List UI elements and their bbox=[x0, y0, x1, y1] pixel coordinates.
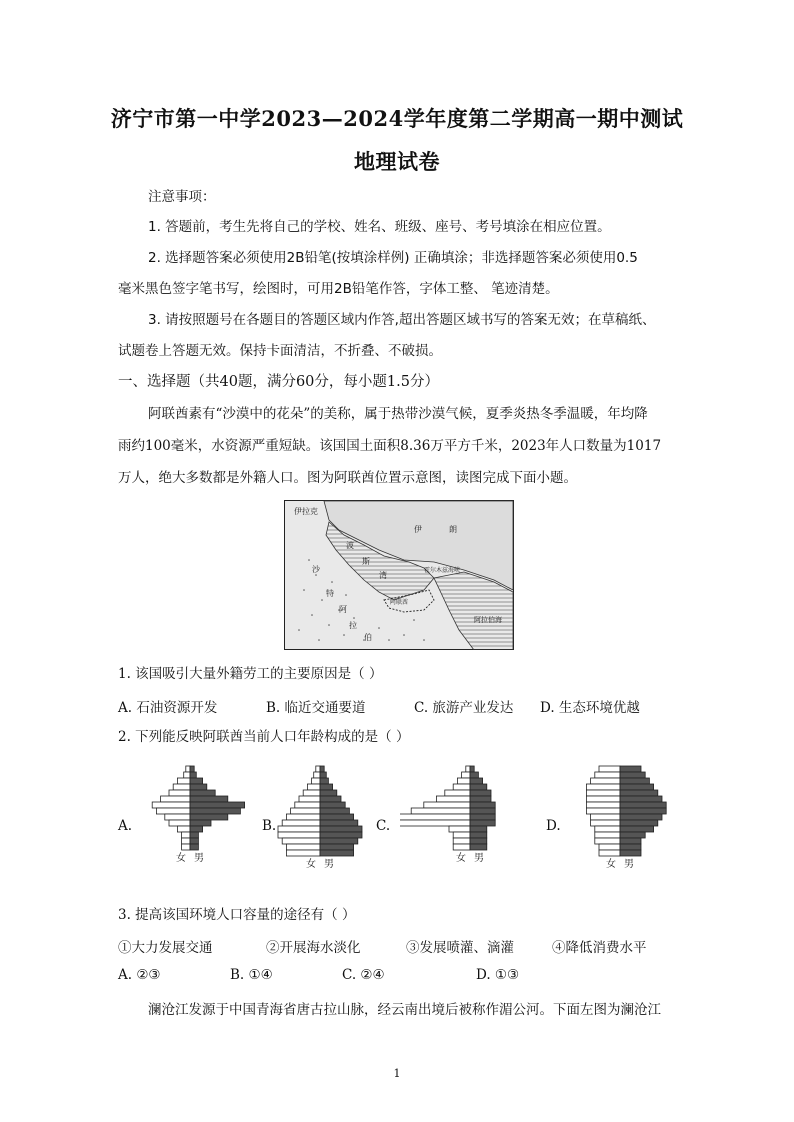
exam-title: 济宁市第一中学2023—2024学年度第二学期高一期中测试 bbox=[110, 106, 684, 131]
male-bar bbox=[190, 790, 215, 796]
female-bar bbox=[286, 844, 320, 850]
female-bar bbox=[445, 790, 470, 796]
male-bar bbox=[320, 808, 349, 814]
q1-stem: 1. 该国吸引大量外籍劳工的主要原因是（ ） bbox=[118, 666, 383, 682]
female-bar bbox=[586, 790, 620, 796]
female-bar bbox=[182, 838, 190, 844]
q3-option-b[interactable]: B. ①④ bbox=[230, 967, 273, 983]
female-bar bbox=[182, 844, 190, 850]
male-bar bbox=[190, 826, 203, 832]
male-bar bbox=[320, 832, 362, 838]
male-bar bbox=[620, 838, 641, 844]
notice-item-1: 1. 答题前，考生先将自己的学校、姓名、班级、座号、考号填涂在相应位置。 bbox=[148, 219, 611, 235]
female-bar bbox=[591, 814, 620, 820]
female-bar bbox=[307, 784, 320, 790]
male-bar bbox=[190, 772, 196, 778]
q3-option-d[interactable]: D. ①③ bbox=[476, 967, 520, 983]
male-bar bbox=[320, 766, 324, 772]
male-bar bbox=[190, 832, 198, 838]
female-bar bbox=[286, 850, 320, 856]
male-bar bbox=[620, 772, 645, 778]
female-bar bbox=[156, 808, 190, 814]
notice-item-2-line-1: 2. 选择题答案必须使用2B铅笔(按填涂样例) 正确填涂；非选择题答案必须使用0.5 bbox=[148, 250, 638, 266]
male-bar bbox=[620, 832, 645, 838]
label-iran-1: 伊 bbox=[414, 525, 422, 534]
male-bar bbox=[470, 802, 495, 808]
male-bar bbox=[470, 826, 487, 832]
passage-2-line-1: 澜沧江发源于中国青海省唐古拉山脉，经云南出境后被称作湄公河。下面左图为澜沧江 bbox=[148, 1002, 661, 1018]
notice-item-3-line-2: 试题卷上答题无效。保持卡面清洁，不折叠、不破损。 bbox=[118, 343, 442, 359]
female-bar bbox=[457, 778, 470, 784]
male-bar bbox=[620, 802, 666, 808]
male-bar bbox=[620, 796, 662, 802]
female-bar bbox=[599, 766, 620, 772]
female-bar bbox=[453, 844, 470, 850]
male-bar bbox=[470, 844, 487, 850]
male-bar bbox=[620, 814, 662, 820]
female-bar bbox=[186, 766, 190, 772]
female-label: 女 bbox=[306, 859, 316, 870]
male-bar bbox=[470, 784, 487, 790]
male-bar bbox=[470, 778, 483, 784]
male-bar bbox=[320, 850, 354, 856]
female-bar bbox=[411, 808, 470, 814]
female-bar bbox=[586, 808, 620, 814]
male-bar bbox=[320, 784, 333, 790]
male-bar bbox=[190, 778, 203, 784]
male-label: 男 bbox=[474, 853, 484, 864]
q3-item-2: ②开展海水淡化 bbox=[266, 940, 361, 956]
q2-option-c[interactable]: C. bbox=[376, 818, 391, 834]
female-bar bbox=[466, 766, 470, 772]
label-iraq: 伊拉克 bbox=[294, 507, 318, 516]
female-bar bbox=[453, 838, 470, 844]
female-bar bbox=[400, 814, 470, 820]
male-bar bbox=[190, 844, 198, 850]
male-bar bbox=[620, 820, 658, 826]
male-bar bbox=[470, 772, 478, 778]
label-gulf-3: 湾 bbox=[379, 571, 387, 580]
female-bar bbox=[400, 820, 470, 826]
pyramid-a bbox=[130, 760, 250, 880]
q1-option-c[interactable]: C. 旅游产业发达 bbox=[414, 700, 514, 716]
female-bar bbox=[177, 826, 190, 832]
female-bar bbox=[295, 802, 320, 808]
female-bar bbox=[303, 790, 320, 796]
female-bar bbox=[286, 814, 320, 820]
male-bar bbox=[470, 814, 495, 820]
label-uae: 阿联酋 bbox=[390, 599, 409, 606]
passage-1-line-2: 雨约100毫米，水资源严重短缺。该国国土面积8.36万平方千米，2023年人口数量为1017 bbox=[118, 438, 662, 454]
female-bar bbox=[595, 838, 620, 844]
exam-subtitle: 地理试卷 bbox=[354, 149, 440, 174]
male-bar bbox=[320, 844, 354, 850]
female-bar bbox=[599, 844, 620, 850]
male-label: 男 bbox=[624, 859, 634, 870]
female-bar bbox=[586, 802, 620, 808]
pyramid-b bbox=[270, 760, 370, 890]
female-bar bbox=[169, 820, 190, 826]
female-bar bbox=[424, 802, 470, 808]
male-bar bbox=[190, 802, 245, 808]
male-bar bbox=[190, 784, 207, 790]
label-iran-2: 朗 bbox=[449, 525, 457, 534]
male-bar bbox=[470, 796, 491, 802]
male-bar bbox=[620, 844, 641, 850]
female-bar bbox=[453, 784, 470, 790]
female-bar bbox=[282, 838, 320, 844]
female-bar bbox=[595, 826, 620, 832]
q2-option-d[interactable]: D. bbox=[546, 818, 561, 834]
male-bar bbox=[320, 820, 358, 826]
label-gulf-2: 斯 bbox=[362, 557, 370, 566]
notice-heading: 注意事项： bbox=[148, 189, 216, 205]
female-bar bbox=[314, 772, 320, 778]
male-bar bbox=[620, 850, 641, 856]
female-bar bbox=[165, 814, 190, 820]
female-bar bbox=[449, 826, 470, 832]
male-label: 男 bbox=[194, 853, 204, 864]
page-number: 1 bbox=[393, 1067, 401, 1080]
female-bar bbox=[278, 832, 320, 838]
female-label: 女 bbox=[456, 853, 466, 864]
male-bar bbox=[320, 814, 354, 820]
label-gulf-1: 波 bbox=[346, 541, 354, 550]
female-label: 女 bbox=[606, 859, 616, 870]
female-bar bbox=[152, 802, 190, 808]
q1-option-a[interactable]: A. 石油资源开发 bbox=[118, 700, 218, 716]
male-bar bbox=[470, 790, 491, 796]
q3-item-4: ④降低消费水平 bbox=[552, 940, 647, 956]
male-bar bbox=[470, 838, 487, 844]
male-bar bbox=[620, 778, 649, 784]
q3-item-1: ①大力发展交通 bbox=[118, 940, 213, 956]
male-bar bbox=[470, 808, 495, 814]
q1-option-d[interactable]: D. 生态环境优越 bbox=[540, 700, 640, 716]
male-bar bbox=[620, 784, 654, 790]
passage-1-line-1: 阿联酋素有“沙漠中的花朵”的美称，属于热带沙漠气候，夏季炎热冬季温暖，年均降 bbox=[148, 406, 648, 422]
female-bar bbox=[282, 820, 320, 826]
female-bar bbox=[462, 772, 470, 778]
section-heading: 一、选择题（共40题，满分60分，每小题1.5分） bbox=[118, 374, 439, 390]
male-bar bbox=[320, 826, 362, 832]
male-bar bbox=[470, 832, 487, 838]
female-bar bbox=[599, 850, 620, 856]
q3-option-a[interactable]: A. ②③ bbox=[118, 967, 161, 983]
q3-option-c[interactable]: C. ②④ bbox=[342, 967, 385, 983]
female-bar bbox=[453, 832, 470, 838]
female-bar bbox=[173, 784, 190, 790]
pyramid-c bbox=[400, 760, 540, 890]
male-bar bbox=[620, 808, 666, 814]
label-saudi-2: 特 bbox=[326, 589, 334, 598]
male-bar bbox=[190, 766, 194, 772]
male-bar bbox=[190, 796, 228, 802]
label-saudi-3: 阿 bbox=[339, 605, 347, 614]
female-bar bbox=[591, 778, 620, 784]
male-bar bbox=[470, 820, 495, 826]
q1-option-b[interactable]: B. 临近交通要道 bbox=[266, 700, 366, 716]
female-bar bbox=[312, 778, 320, 784]
female-bar bbox=[586, 784, 620, 790]
male-bar bbox=[320, 778, 328, 784]
male-bar bbox=[190, 820, 211, 826]
q2-option-a[interactable]: A. bbox=[118, 818, 133, 834]
pyramid-d bbox=[560, 760, 680, 890]
q3-item-3: ③发展喷灌、滴灌 bbox=[406, 940, 514, 956]
uae-location-map bbox=[284, 500, 514, 650]
male-bar bbox=[470, 766, 474, 772]
male-bar bbox=[320, 802, 345, 808]
label-saudi-4: 拉 bbox=[349, 621, 357, 630]
female-label: 女 bbox=[176, 853, 186, 864]
female-bar bbox=[595, 772, 620, 778]
passage-1-line-3: 万人，绝大多数都是外籍人口。图为阿联酋位置示意图，读图完成下面小题。 bbox=[118, 470, 577, 486]
female-bar bbox=[177, 778, 190, 784]
male-bar bbox=[190, 838, 198, 844]
male-bar bbox=[320, 772, 326, 778]
female-bar bbox=[595, 832, 620, 838]
label-arabian-sea: 阿拉伯海 bbox=[474, 616, 502, 624]
female-bar bbox=[291, 808, 320, 814]
female-bar bbox=[278, 826, 320, 832]
q2-stem: 2. 下列能反映阿联酋当前人口年龄构成的是（ ） bbox=[118, 729, 410, 745]
notice-item-2-line-2: 毫米黑色签字笔书写，绘图时，可用2B铅笔作答，字体工整、 笔迹清楚。 bbox=[118, 281, 559, 297]
male-bar bbox=[320, 796, 341, 802]
female-bar bbox=[182, 832, 190, 838]
label-hormuz: 霍尔木兹海峡 bbox=[424, 567, 461, 574]
female-bar bbox=[591, 820, 620, 826]
female-bar bbox=[184, 772, 190, 778]
male-bar bbox=[320, 790, 337, 796]
female-bar bbox=[299, 796, 320, 802]
male-bar bbox=[620, 790, 658, 796]
male-bar bbox=[320, 838, 358, 844]
female-bar bbox=[316, 766, 320, 772]
label-saudi-5: 伯 bbox=[364, 633, 372, 642]
male-bar bbox=[190, 808, 240, 814]
notice-item-3-line-1: 3. 请按照题号在各题目的答题区域内作答,超出答题区域书写的答案无效；在草稿纸、 bbox=[148, 312, 656, 328]
female-bar bbox=[436, 796, 470, 802]
q2-option-b[interactable]: B. bbox=[262, 818, 277, 834]
q3-stem: 3. 提高该国环境人口容量的途径有（ ） bbox=[118, 907, 356, 923]
female-bar bbox=[586, 796, 620, 802]
male-label: 男 bbox=[324, 859, 334, 870]
female-bar bbox=[161, 796, 190, 802]
male-bar bbox=[620, 826, 654, 832]
male-bar bbox=[190, 814, 228, 820]
male-bar bbox=[620, 766, 641, 772]
label-saudi-1: 沙 bbox=[312, 565, 320, 574]
female-bar bbox=[169, 790, 190, 796]
